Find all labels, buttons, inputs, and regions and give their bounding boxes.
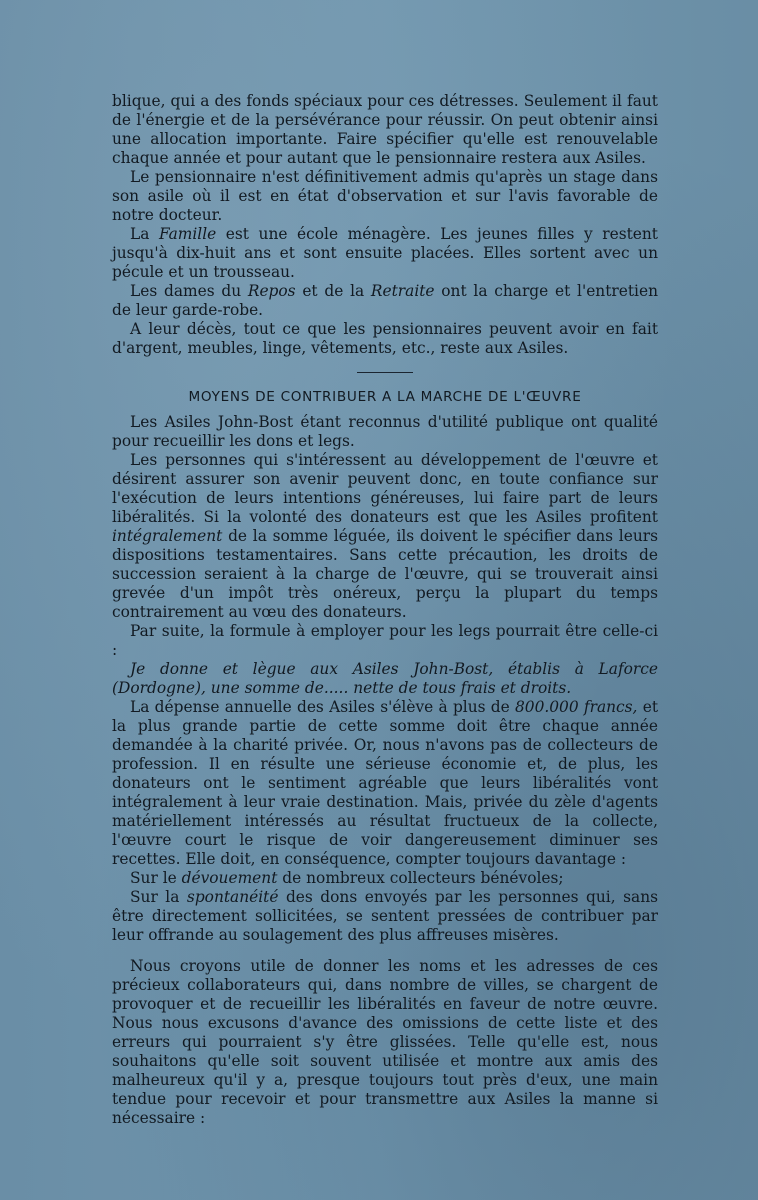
paragraph-repos-retraite (112, 282, 658, 320)
emphasis-integralement: intégralement (112, 527, 223, 545)
paragraph-collaborateurs: Nous croyons utile de donner les noms et les adresses de ces précieux collaborateurs qui, dans nombre de villes, se chargent de provoquer et de recueillir les libéralités en faveur de notre œuvre. Nous nous excusons d'avance des omissions de cette liste et des erreurs qui pourraient s'y être glissées. Telle qu'elle est, nous souhaitons qu'elle soit souvent utilisée et montre aux amis des malheureux qu'il y a, presque toujours tout près d'eux, une main tendue pour recevoir et pour transmettre aux Asiles la manne si nécessaire : (112, 957, 658, 1127)
paragraph-spontaneite (112, 888, 658, 945)
text-run: Les personnes qui s'intéressent au développement de l'œuvre et désirent assurer son avenir peuvent donc, en toute confiance sur l'exécution de leurs intentions généreuses, lui faire part de leurs libéralités. Si la volonté des donateurs est que les Asiles profitent (112, 451, 658, 526)
emphasis-amount: 800.000 francs, (515, 698, 638, 716)
text-run: des dons envoyés par les personnes qui, sans être directement sollicitées, se sentent pressées de contribuer par leur offrande au soulagement des plus affreuses misères. (112, 888, 658, 944)
text-run: Sur la (130, 888, 187, 906)
text-run: de la somme léguée, ils doivent le spécifier dans leurs dispositions testamentaires. Sans cette précaution, les droits de succession seraient à la charge de l'œuvre, qui se trouverait ainsi grevée d'un impôt très onéreux, perçu la plupart du temps contrairement au vœu des donateurs. (112, 527, 658, 621)
text-run: Sur le (130, 869, 182, 887)
text-run: La (130, 225, 159, 243)
text-run: et de la (295, 282, 371, 300)
text-run: et la plus grande partie de cette somme doit être chaque année demandée à la charité privée. Or, nous n'avons pas de collecteurs de profession. Il en résulte une sérieuse économie et, de plus, les donateurs ont le sentiment agréable que leurs libéralités vont intégralement à leur vraie destination. Mais, privée du zèle d'agents matériellement intéressés au résultat fructueux de la collecte, l'œuvre court le risque de voir dangereusement diminuer ses recettes. Elle doit, en conséquence, compter toujours davantage : (112, 698, 658, 868)
text-run: La dépense annuelle des Asiles s'élève à plus de (130, 698, 515, 716)
emphasis-devouement: dévouement (181, 869, 278, 887)
emphasis-retraite: Retraite (370, 282, 435, 300)
text-run: de nombreux collecteurs bénévoles; (277, 869, 564, 887)
section-divider (357, 372, 413, 373)
emphasis-repos: Repos (247, 282, 296, 300)
text-run: Les dames du (130, 282, 248, 300)
paragraph-deces: A leur décès, tout ce que les pensionnaires peuvent avoir en fait d'argent, meubles, linge, vêtements, etc., reste aux Asiles. (112, 320, 658, 357)
emphasis-spontaneite: spontanéité (186, 888, 279, 906)
page-body (112, 92, 658, 1128)
text-run: ont la charge et l'entretien de leur garde-robe. (112, 282, 658, 319)
paragraph-famille (112, 225, 658, 282)
legacy-formula: Je donne et lègue aux Asiles John-Bost, établis à Laforce (Dordogne), une somme de..... nette de tous frais et droits. (112, 660, 658, 697)
paragraph-admission: Le pensionnaire n'est définitivement admis qu'après un stage dans son asile où il est en état d'observation et sur l'avis favorable de notre docteur. (112, 168, 658, 224)
section-heading: MOYENS DE CONTRIBUER A LA MARCHE DE L'ŒUVRE (188, 389, 582, 405)
paragraph-utilite-publique: Les Asiles John-Bost étant reconnus d'utilité publique ont qualité pour recueillir les dons et legs. (112, 413, 658, 450)
paragraph-devouement (112, 869, 658, 888)
paragraph-liberalites (112, 451, 658, 622)
text-run: est une école ménagère. Les jeunes filles y restent jusqu'à dix-huit ans et sont ensuite placées. Elles sortent avec un pécule et un trousseau. (112, 225, 658, 281)
emphasis-famille: Famille (158, 225, 217, 243)
paragraph-gap (112, 945, 658, 957)
paragraph-depense (112, 698, 658, 869)
paragraph-formule-intro: Par suite, la formule à employer pour les legs pourrait être celle-ci : (112, 622, 658, 659)
paragraph-allocation: blique, qui a des fonds spéciaux pour ces détresses. Seulement il faut de l'énergie et de la persévérance pour réussir. On peut obtenir ainsi une allocation importante. Faire spécifier qu'elle est renouvelable chaque année et pour autant que le pensionnaire restera aux Asiles. (112, 92, 658, 167)
